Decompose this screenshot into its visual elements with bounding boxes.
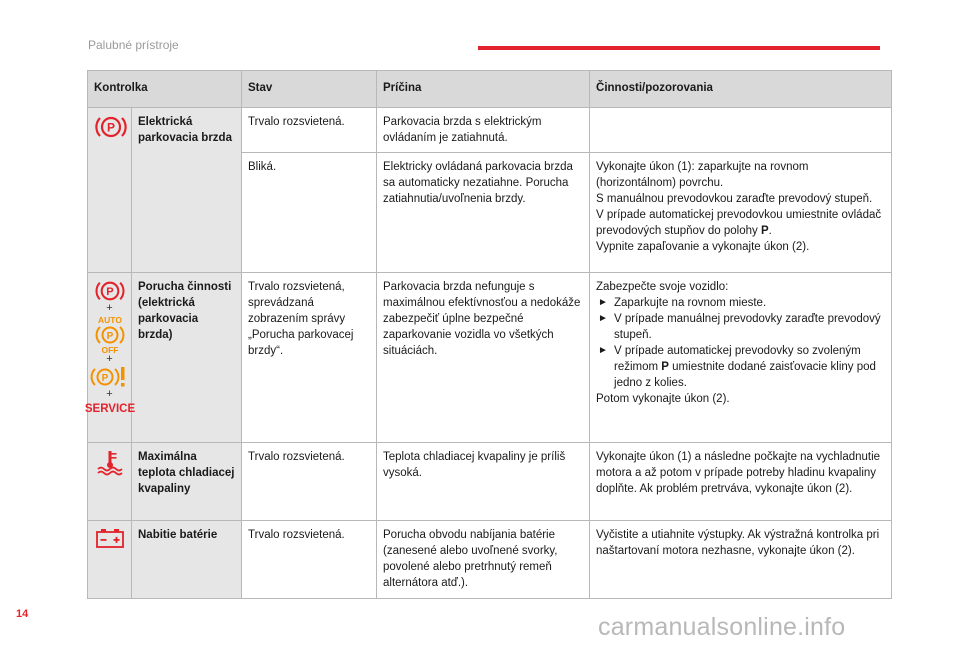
action-intro: Zabezpečte svoje vozidlo: — [596, 281, 729, 293]
cause-cell: Parkovacia brzda s elektrickým ovládaním je zatiahnutá. — [377, 108, 590, 153]
indicator-name: Maximálna teplota chladiacej kvapaliny — [132, 443, 242, 521]
auto-label: AUTO — [97, 315, 122, 325]
svg-text:P: P — [106, 331, 113, 342]
col-header-state: Stav — [242, 71, 377, 108]
plus-sign: + — [106, 388, 113, 400]
action-line: Vypnite zapaľovanie a vykonajte úkon (2). — [596, 241, 810, 253]
action-cell — [590, 273, 892, 443]
indicator-name: Porucha činnosti (elektrická parkovacia brzda) — [132, 273, 242, 443]
svg-text:P: P — [101, 373, 108, 384]
action-line — [596, 207, 885, 239]
table-header-row — [88, 71, 892, 108]
action-line: S manuálnou prevodovkou zaraďte prevodový stupeň. — [596, 193, 873, 205]
indicator-icon-cell — [88, 443, 132, 521]
bullet-text: Zaparkujte na rovnom mieste. — [614, 297, 767, 309]
action-outro: Potom vykonajte úkon (2). — [596, 393, 730, 405]
plus-sign: + — [106, 353, 113, 365]
table-row — [88, 521, 892, 599]
action-cell: Vykonajte úkon (1) a následne počkajte na vychladnutie motora a až potom v prípade potreby hladinu kvapaliny doplňte. Ak problém pretrváva, vykonajte úkon (2). — [590, 443, 892, 521]
service-label: SERVICE — [84, 403, 135, 415]
cause-cell: Teplota chladiacej kvapaliny je príliš vysoká. — [377, 443, 590, 521]
state-cell: Bliká. — [242, 153, 377, 273]
bullet-icon: ► — [598, 297, 608, 308]
battery-icon — [94, 527, 126, 549]
cause-cell: Elektricky ovládaná parkovacia brzda sa automaticky nezatiahne. Porucha zatiahnutia/uvoľnenia brzdy. — [377, 153, 590, 273]
coolant-temperature-icon — [95, 449, 125, 475]
action-bullet-list — [596, 295, 885, 391]
running-header: Palubné prístroje — [88, 38, 179, 52]
svg-text:P: P — [105, 286, 114, 299]
action-text: . — [768, 225, 772, 237]
list-item — [596, 343, 885, 391]
indicator-icon-cell — [84, 273, 135, 443]
list-item — [596, 311, 885, 343]
gear-position-label: P — [760, 225, 769, 237]
parking-brake-icon — [94, 114, 128, 140]
col-header-actions: Činnosti/pozorovania — [590, 71, 892, 108]
action-cell — [590, 108, 892, 153]
bullet-text: V prípade manuálnej prevodovky zaraďte prevodový stupeň. — [614, 313, 881, 341]
action-cell: Vyčistite a utiahnite výstupky. Ak výstražná kontrolka pri naštartovaní motora nezhasne, vykonajte úkon (2). — [590, 521, 892, 599]
table-row — [88, 273, 892, 443]
parking-brake-fault-icon — [90, 365, 130, 389]
state-cell: Trvalo rozsvietená, sprevádzaná zobrazením správy „Porucha parkovacej brzdy“. — [242, 273, 377, 443]
header-accent-bar — [478, 46, 880, 50]
svg-text:P: P — [106, 120, 116, 135]
parking-brake-icon — [93, 279, 127, 303]
indicator-icon-cell — [88, 108, 132, 273]
state-cell: Trvalo rozsvietená. — [242, 521, 377, 599]
bullet-text: V prípade automatickej prevodovky so zvoleným režimom — [614, 345, 861, 373]
action-cell — [590, 153, 892, 273]
col-header-cause: Príčina — [377, 71, 590, 108]
watermark: carmanualsonline.info — [598, 613, 846, 641]
state-cell: Trvalo rozsvietená. — [242, 443, 377, 521]
bullet-icon: ► — [598, 313, 608, 324]
col-header-indicator: Kontrolka — [88, 71, 242, 108]
bullet-text: umiestnite dodané zaisťovacie kliny pod jedno z kolies. — [614, 361, 876, 389]
page-number: 14 — [16, 608, 29, 620]
indicator-name: Nabitie batérie — [132, 521, 242, 599]
action-text: V prípade automatickej prevodovkou umiestnite ovládač prevodových stupňov do polohy — [596, 209, 882, 237]
bullet-icon: ► — [598, 345, 608, 356]
auto-parking-off-icon — [92, 314, 128, 354]
indicator-icon-cell — [88, 521, 132, 599]
off-label: OFF — [101, 345, 118, 355]
table-row — [88, 108, 892, 153]
table-row — [88, 443, 892, 521]
warning-lights-table — [84, 70, 892, 599]
state-cell: Trvalo rozsvietená. — [242, 108, 377, 153]
gear-position-label: P — [661, 361, 669, 373]
list-item — [596, 295, 885, 311]
plus-sign: + — [106, 302, 113, 314]
action-line: Vykonajte úkon (1): zaparkujte na rovnom (horizontálnom) povrchu. — [596, 161, 809, 189]
indicator-name: Elektrická parkovacia brzda — [132, 108, 242, 273]
cause-cell: Parkovacia brzda nefunguje s maximálnou efektívnosťou a nedokáže zabezpečiť úplne bezpečné zaparkovanie vozidla vo všetkých situáciách. — [377, 273, 590, 443]
service-icon — [84, 400, 135, 415]
cause-cell: Porucha obvodu nabíjania batérie (zanesené alebo uvoľnené svorky, povolené alebo pretrhnutý remeň alternátora atď.). — [377, 521, 590, 599]
